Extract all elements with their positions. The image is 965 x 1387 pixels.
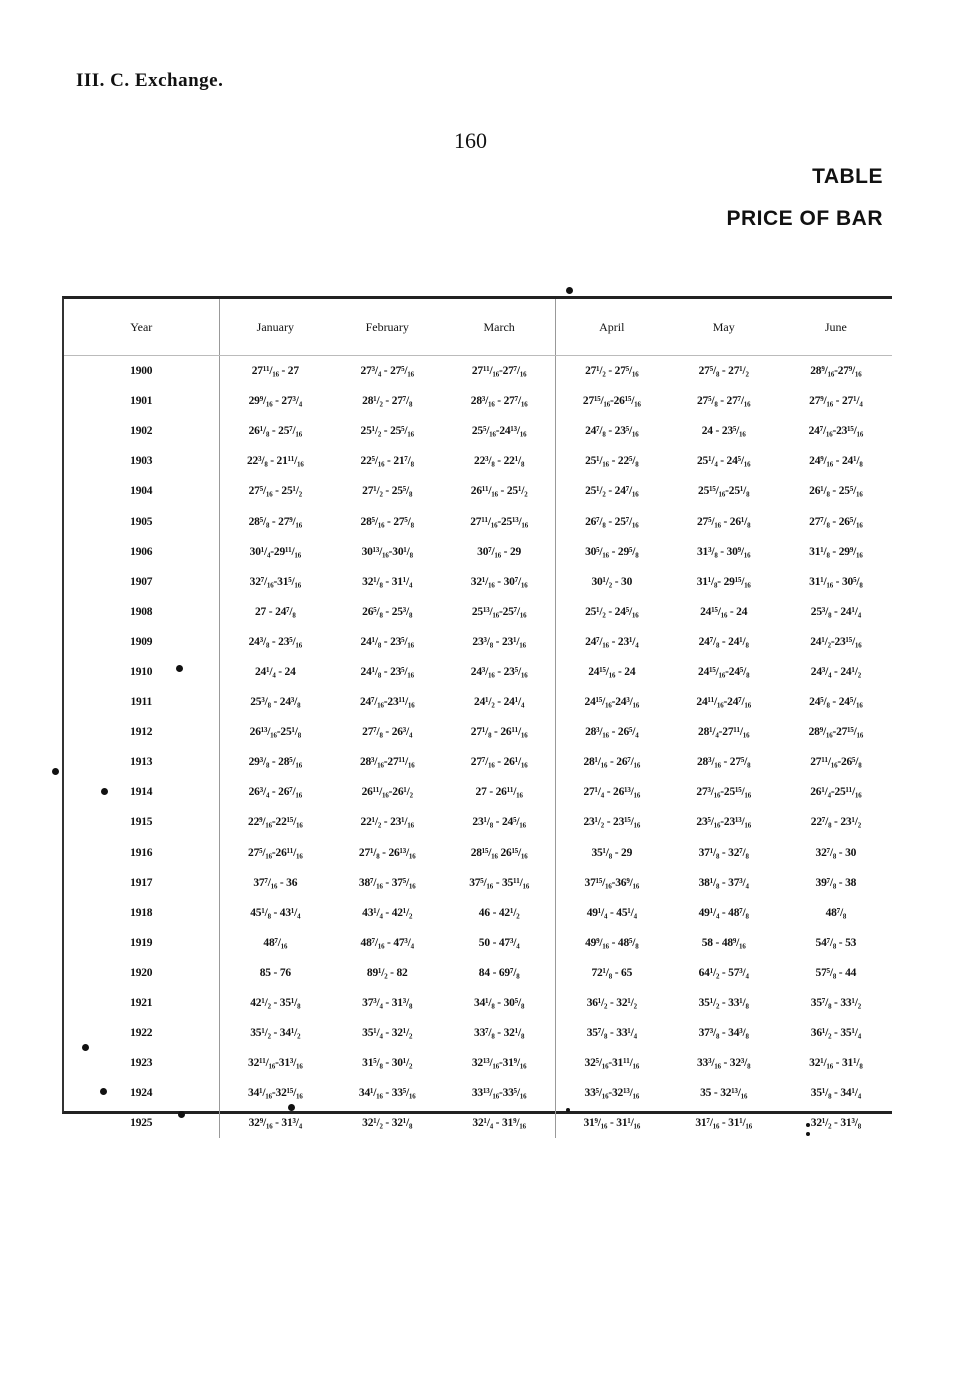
price-cell-january: 22³/₈ - 21¹¹/₁₆: [219, 446, 331, 476]
price-cell-february: 27¹/₈ - 26¹³/₁₆: [358, 846, 416, 859]
price-cell-february: 31⁵/₈ - 30¹/₂: [362, 1057, 413, 1070]
price-cell-april: 33⁵/₁₆-32¹³/₁₆: [555, 1078, 667, 1108]
price-cell-january: 30¹/₄-29¹¹/₁₆: [219, 537, 331, 567]
price-cell-june: 39⁷/₈ - 38: [815, 876, 857, 889]
price-cell-may: 24¹¹/₁₆-24⁷/₁₆: [696, 696, 751, 709]
year-cell: 1904: [130, 485, 153, 498]
price-cell-may: 27⁵/₁₆ - 26¹/₈: [696, 515, 751, 528]
price-cell-april: 24⁷/₁₆ - 23¹/₄: [555, 627, 667, 657]
price-cell-february: 32¹/₈ - 31¹/₄: [362, 575, 413, 588]
table-row: [64, 537, 892, 567]
column-header-year: Year: [64, 299, 219, 356]
price-cell-february: 24¹/₈ - 23⁵/₁₆: [360, 665, 414, 678]
price-cell-april: 49¹/₄ - 45¹/₄: [555, 898, 667, 928]
table-row: [64, 567, 892, 597]
price-cell-may: 31³/₈ - 30⁹/₁₆: [696, 545, 751, 558]
price-cell-january: 48⁷/₁₆: [219, 928, 331, 958]
price-cell-march: 50 - 47³/₄: [478, 936, 520, 949]
price-cell-january: 42¹/₂ - 35¹/₈: [219, 988, 331, 1018]
price-cell-march: 84 - 69⁷/₈: [478, 966, 520, 979]
price-cell-april: 37¹⁵/₁₆-36⁹/₁₆: [555, 868, 667, 898]
price-cell-march: 22³/₈ - 22¹/₈: [474, 455, 525, 468]
price-cell-february: 30¹³/₁₆-30¹/₈: [361, 545, 413, 558]
price-cell-may: 28³/₁₆ - 27⁵/₈: [696, 756, 751, 769]
column-header-march: March: [443, 299, 555, 356]
year-cell: 1906: [130, 545, 153, 558]
price-table-frame: [62, 296, 892, 1130]
year-cell: 1916: [130, 846, 153, 859]
scan-speck: [288, 1104, 295, 1111]
price-cell-may: 33³/₁₆ - 32³/₈: [696, 1057, 751, 1070]
price-cell-january: 34¹/₁₆-32¹⁵/₁₆: [219, 1078, 331, 1108]
price-cell-june: 35⁷/₈ - 33¹/₂: [810, 997, 861, 1010]
year-cell: 1919: [130, 936, 153, 949]
price-cell-april: 31⁹/₁₆ - 31¹/₁₆: [555, 1108, 667, 1138]
price-cell-june: 26¹/₄-25¹¹/₁₆: [810, 786, 862, 799]
table-row: [64, 476, 892, 506]
price-cell-june: 24⁵/₈ - 24⁵/₁₆: [809, 696, 863, 709]
price-cell-june: 32⁷/₈ - 30: [815, 846, 857, 859]
price-cell-may: 27³/₁₆-25¹⁵/₁₆: [696, 786, 751, 799]
table-row: [64, 1108, 892, 1138]
price-cell-january: 24³/₈ - 23⁵/₁₆: [219, 627, 331, 657]
price-cell-march: 23³/₈ - 23¹/₁₆: [472, 635, 526, 648]
price-cell-june: 48⁷/₈: [825, 906, 847, 919]
price-cell-january: 29³/₈ - 28⁵/₁₆: [219, 747, 331, 777]
table-row: [64, 386, 892, 416]
price-cell-february: 34¹/₁₆ - 33⁵/₁₆: [358, 1087, 416, 1100]
price-cell-may: 49¹/₄ - 48⁷/₈: [698, 906, 749, 919]
price-cell-february: 32¹/₂ - 32¹/₈: [362, 1117, 413, 1130]
price-cell-january: 26³/₄ - 26⁷/₁₆: [219, 777, 331, 807]
price-cell-january: 85 - 76: [219, 958, 331, 988]
price-cell-may: 24 - 23⁵/₁₆: [701, 425, 746, 438]
price-cell-january: 22⁹/₁₆-22¹⁵/₁₆: [219, 807, 331, 837]
price-cell-june: 28⁹/₁₆-27¹⁵/₁₆: [808, 726, 864, 739]
price-cell-may: 24¹⁵/₁₆ - 24: [700, 605, 748, 618]
price-cell-may: 25¹⁵/₁₆-25¹/₈: [698, 485, 750, 498]
price-cell-june: 27⁹/₁₆ - 27¹/₄: [809, 395, 863, 408]
price-cell-february: 89¹/₂ - 82: [366, 966, 408, 979]
year-cell: 1924: [130, 1087, 153, 1100]
table-row: [64, 627, 892, 657]
price-table: [64, 299, 892, 1138]
table-row: [64, 687, 892, 717]
scan-speck: [100, 1088, 107, 1095]
table-row: [64, 747, 892, 777]
price-cell-march: 24³/₁₆ - 23⁵/₁₆: [470, 665, 528, 678]
price-cell-may: 25¹/₄ - 24⁵/₁₆: [696, 455, 751, 468]
year-cell: 1921: [130, 997, 153, 1010]
price-cell-april: 35¹/₈ - 29: [555, 838, 667, 868]
price-cell-january: 32⁹/₁₆ - 31³/₄: [219, 1108, 331, 1138]
price-cell-june: 26¹/₈ - 25⁵/₁₆: [809, 485, 863, 498]
price-cell-february: 38⁷/₁₆ - 37⁵/₁₆: [358, 876, 416, 889]
price-cell-june: 31¹/₈ - 29⁹/₁₆: [809, 545, 863, 558]
column-header-june: June: [780, 299, 892, 356]
price-cell-april: 27¹/₄ - 26¹³/₁₆: [555, 777, 667, 807]
year-cell: 1909: [130, 635, 153, 648]
year-cell: 1914: [130, 786, 153, 799]
price-cell-february: 28¹/₂ - 27⁷/₈: [362, 395, 413, 408]
price-cell-june: 28⁹/₁₆-27⁹/₁₆: [810, 365, 862, 378]
price-cell-february: 43¹/₄ - 42¹/₂: [362, 906, 413, 919]
price-cell-may: 58 - 48⁹/₁₆: [701, 936, 746, 949]
price-cell-february: 22¹/₂ - 23¹/₁₆: [360, 816, 414, 829]
price-cell-june: 27⁷/₈ - 26⁵/₁₆: [809, 515, 863, 528]
price-cell-june: 32¹/₁₆ - 31¹/₈: [809, 1057, 863, 1070]
price-cell-march: 23¹/₈ - 24⁵/₁₆: [472, 816, 526, 829]
price-cell-january: 35¹/₂ - 34¹/₂: [219, 1018, 331, 1048]
year-cell: 1920: [130, 966, 153, 979]
page-header-left: III. C. Exchange.: [76, 70, 224, 91]
table-label: TABLE: [812, 165, 883, 188]
price-cell-february: 37³/₄ - 31³/₈: [362, 997, 413, 1010]
table-row: [64, 356, 892, 387]
price-cell-april: 24¹⁵/₁₆ - 24: [555, 657, 667, 687]
price-cell-may: 31¹/₈- 29¹⁵/₁₆: [696, 575, 751, 588]
price-cell-april: 28³/₁₆ - 26⁵/₄: [555, 717, 667, 747]
table-row: [64, 717, 892, 747]
price-cell-june: 35¹/₈ - 34¹/₄: [810, 1087, 861, 1100]
price-cell-january: 29⁹/₁₆ - 27³/₄: [219, 386, 331, 416]
price-cell-may: 27⁵/₈ - 27¹/₂: [698, 365, 749, 378]
price-cell-april: 32⁵/₁₆-31¹¹/₁₆: [555, 1048, 667, 1078]
price-cell-june: 27¹¹/₁₆-26⁵/₈: [810, 756, 862, 769]
table-row: [64, 506, 892, 536]
price-cell-january: 27¹¹/₁₆ - 27: [219, 356, 331, 387]
table-row: [64, 958, 892, 988]
price-cell-june: 25³/₈ - 24¹/₄: [810, 605, 861, 618]
price-cell-march: 27¹¹/₁₆-27⁷/₁₆: [471, 365, 527, 378]
year-cell: 1925: [130, 1117, 153, 1130]
price-cell-march: 27¹¹/₁₆-25¹³/₁₆: [470, 515, 529, 528]
price-cell-april: 30⁵/₁₆ - 29⁵/₈: [555, 537, 667, 567]
year-cell: 1911: [130, 696, 153, 709]
price-cell-may: 37³/₈ - 34³/₈: [698, 1027, 749, 1040]
price-cell-may: 27⁵/₈ - 27⁷/₁₆: [696, 395, 751, 408]
price-cell-january: 24¹/₄ - 24: [219, 657, 331, 687]
price-cell-january: 25³/₈ - 24³/₈: [219, 687, 331, 717]
price-cell-february: 27¹/₂ - 25⁵/₈: [362, 485, 413, 498]
year-cell: 1922: [130, 1027, 153, 1040]
price-cell-may: 24¹⁵/₁₆-24⁵/₈: [698, 665, 750, 678]
year-cell: 1903: [130, 455, 153, 468]
table-row: [64, 988, 892, 1018]
table-row: [64, 838, 892, 868]
price-cell-june: 24³/₄ - 24¹/₂: [810, 665, 861, 678]
table-row: [64, 446, 892, 476]
table-row: [64, 1048, 892, 1078]
price-cell-february: 28⁵/₁₆ - 27⁵/₈: [360, 515, 414, 528]
price-cell-march: 33⁷/₈ - 32¹/₈: [474, 1027, 525, 1040]
scan-speck: [806, 1123, 810, 1127]
year-cell: 1908: [130, 605, 153, 618]
table-row: [64, 928, 892, 958]
price-cell-february: 48⁷/₁₆ - 47³/₄: [360, 936, 414, 949]
price-cell-april: 25¹/₂ - 24⁵/₁₆: [555, 597, 667, 627]
price-cell-may: 23⁵/₁₆-23¹³/₁₆: [696, 816, 751, 829]
price-cell-april: 23¹/₂ - 23¹⁵/₁₆: [555, 807, 667, 837]
column-header-may: May: [668, 299, 780, 356]
price-cell-april: 30¹/₂ - 30: [555, 567, 667, 597]
table-row: [64, 807, 892, 837]
price-cell-january: 27 - 24⁷/₈: [219, 597, 331, 627]
price-cell-march: 28¹⁵/₁₆ 26¹⁵/₁₆: [470, 846, 528, 859]
price-cell-march: 24¹/₂ - 24¹/₄: [474, 696, 525, 709]
price-cell-june: 54⁷/₈ - 53: [815, 936, 857, 949]
price-cell-march: 34¹/₈ - 30⁵/₈: [474, 997, 525, 1010]
year-cell: 1912: [130, 726, 153, 739]
table-header-row: [64, 299, 892, 356]
table-body: [64, 356, 892, 1139]
price-cell-march: 25⁵/₁₆-24¹³/₁₆: [471, 425, 527, 438]
price-cell-march: 46 - 42¹/₂: [478, 906, 520, 919]
price-cell-may: 28¹/₄-27¹¹/₁₆: [698, 726, 750, 739]
price-cell-february: 24⁷/₁₆-23¹¹/₁₆: [359, 696, 415, 709]
price-cell-may: 37¹/₈ - 32⁷/₈: [698, 846, 749, 859]
price-cell-february: 26⁵/₈ - 25³/₈: [362, 605, 413, 618]
price-cell-february: 27⁷/₈ - 26³/₄: [362, 726, 413, 739]
year-cell: 1902: [130, 425, 153, 438]
scan-speck: [52, 768, 59, 775]
price-cell-april: 36¹/₂ - 32¹/₂: [555, 988, 667, 1018]
price-cell-january: 32⁷/₁₆-31⁵/₁₆: [219, 567, 331, 597]
table-row: [64, 657, 892, 687]
year-cell: 1901: [130, 395, 153, 408]
year-cell: 1913: [130, 756, 153, 769]
price-cell-january: 37⁷/₁₆ - 36: [219, 868, 331, 898]
year-cell: 1900: [130, 365, 153, 378]
table-row: [64, 868, 892, 898]
price-cell-april: 35⁷/₈ - 33¹/₄: [555, 1018, 667, 1048]
price-cell-february: 25¹/₂ - 25⁵/₁₆: [360, 425, 414, 438]
price-cell-march: 27 - 26¹¹/₁₆: [475, 786, 523, 799]
price-cell-june: 22⁷/₈ - 23¹/₂: [810, 816, 861, 829]
price-cell-may: 35¹/₂ - 33¹/₈: [698, 997, 749, 1010]
price-cell-june: 24¹/₂-23¹⁵/₁₆: [810, 635, 862, 648]
price-cell-june: 31¹/₁₆ - 30⁵/₈: [809, 575, 863, 588]
price-cell-january: 28⁵/₈ - 27⁹/₁₆: [219, 506, 331, 536]
price-cell-january: 45¹/₈ - 43¹/₄: [219, 898, 331, 928]
scan-speck: [566, 1108, 570, 1112]
year-cell: 1923: [130, 1057, 153, 1070]
price-cell-june: 32¹/₂ - 31³/₈: [810, 1117, 861, 1130]
price-cell-april: 25¹/₁₆ - 22⁵/₈: [555, 446, 667, 476]
column-header-january: January: [219, 299, 331, 356]
year-cell: 1910: [130, 665, 153, 678]
price-cell-march: 27⁷/₁₆ - 26¹/₁₆: [470, 756, 528, 769]
table-row: [64, 1018, 892, 1048]
scan-speck: [176, 665, 183, 672]
price-cell-march: 30⁷/₁₆ - 29: [477, 545, 522, 558]
price-cell-january: 27⁵/₁₆ - 25¹/₂: [219, 476, 331, 506]
price-cell-may: 38¹/₈ - 37³/₄: [698, 876, 749, 889]
table-title: PRICE OF BAR: [726, 207, 883, 230]
price-cell-march: 25¹³/₁₆-25⁷/₁₆: [471, 605, 527, 618]
price-cell-january: 26¹/₈ - 25⁷/₁₆: [219, 416, 331, 446]
price-cell-june: 24⁷/₁₆-23¹⁵/₁₆: [808, 425, 864, 438]
price-cell-march: 37⁵/₁₆ - 35¹¹/₁₆: [469, 876, 530, 889]
price-cell-april: 28¹/₁₆ - 26⁷/₁₆: [555, 747, 667, 777]
scan-speck: [101, 788, 108, 795]
price-cell-may: 35 - 32¹³/₁₆: [700, 1087, 748, 1100]
scan-speck: [82, 1044, 89, 1051]
price-cell-april: 25¹/₂ - 24⁷/₁₆: [555, 476, 667, 506]
price-cell-march: 32¹³/₁₆-31⁹/₁₆: [471, 1057, 527, 1070]
column-header-february: February: [331, 299, 443, 356]
column-header-april: April: [555, 299, 667, 356]
price-cell-april: 49⁹/₁₆ - 48⁵/₈: [555, 928, 667, 958]
price-cell-february: 26¹¹/₁₆-26¹/₂: [361, 786, 413, 799]
year-cell: 1905: [130, 515, 153, 528]
price-cell-june: 57⁵/₈ - 44: [815, 966, 857, 979]
year-cell: 1917: [130, 876, 153, 889]
price-cell-february: 28³/₁₆-27¹¹/₁₆: [359, 756, 415, 769]
price-cell-march: 32¹/₄ - 31⁹/₁₆: [472, 1117, 526, 1130]
year-cell: 1907: [130, 575, 153, 588]
year-cell: 1915: [130, 816, 153, 829]
price-cell-may: 31⁷/₁₆ - 31¹/₁₆: [695, 1117, 753, 1130]
price-cell-april: 27¹/₂ - 27⁵/₁₆: [555, 356, 667, 387]
price-cell-march: 28³/₁₆ - 27⁷/₁₆: [470, 395, 528, 408]
table-row: [64, 416, 892, 446]
price-cell-january: 26¹³/₁₆-25¹/₈: [219, 717, 331, 747]
table-row: [64, 1078, 892, 1108]
price-cell-january: 32¹¹/₁₆-31³/₁₆: [219, 1048, 331, 1078]
price-cell-february: 35¹/₄ - 32¹/₂: [362, 1027, 413, 1040]
price-cell-february: 24¹/₈ - 23⁵/₁₆: [360, 635, 414, 648]
scan-speck: [566, 287, 573, 294]
price-cell-march: 27¹/₈ - 26¹¹/₁₆: [470, 726, 528, 739]
page-number: 160: [454, 128, 487, 153]
price-cell-may: 24⁷/₈ - 24¹/₈: [698, 635, 749, 648]
price-cell-june: 36¹/₂ - 35¹/₄: [810, 1027, 861, 1040]
price-cell-february: 27³/₄ - 27⁵/₁₆: [360, 365, 414, 378]
price-cell-april: 24⁷/₈ - 23⁵/₁₆: [555, 416, 667, 446]
price-cell-april: 27¹⁵/₁₆-26¹⁵/₁₆: [555, 386, 667, 416]
price-cell-march: 32¹/₁₆ - 30⁷/₁₆: [470, 575, 528, 588]
scan-speck: [806, 1132, 810, 1136]
scan-speck: [178, 1111, 185, 1118]
price-cell-april: 26⁷/₈ - 25⁷/₁₆: [555, 506, 667, 536]
price-cell-june: 24⁹/₁₆ - 24¹/₈: [809, 455, 863, 468]
price-cell-february: 22⁵/₁₆ - 21⁷/₈: [360, 455, 414, 468]
table-row: [64, 777, 892, 807]
price-cell-may: 64¹/₂ - 57³/₄: [698, 966, 749, 979]
price-cell-january: 27⁵/₁₆-26¹¹/₁₆: [219, 838, 331, 868]
price-cell-march: 26¹¹/₁₆ - 25¹/₂: [470, 485, 528, 498]
price-cell-march: 33¹³/₁₆-33⁵/₁₆: [471, 1087, 527, 1100]
year-cell: 1918: [130, 906, 153, 919]
table-row: [64, 898, 892, 928]
price-cell-april: 24¹⁵/₁₆-24³/₁₆: [555, 687, 667, 717]
table-row: [64, 597, 892, 627]
price-cell-april: 72¹/₈ - 65: [555, 958, 667, 988]
